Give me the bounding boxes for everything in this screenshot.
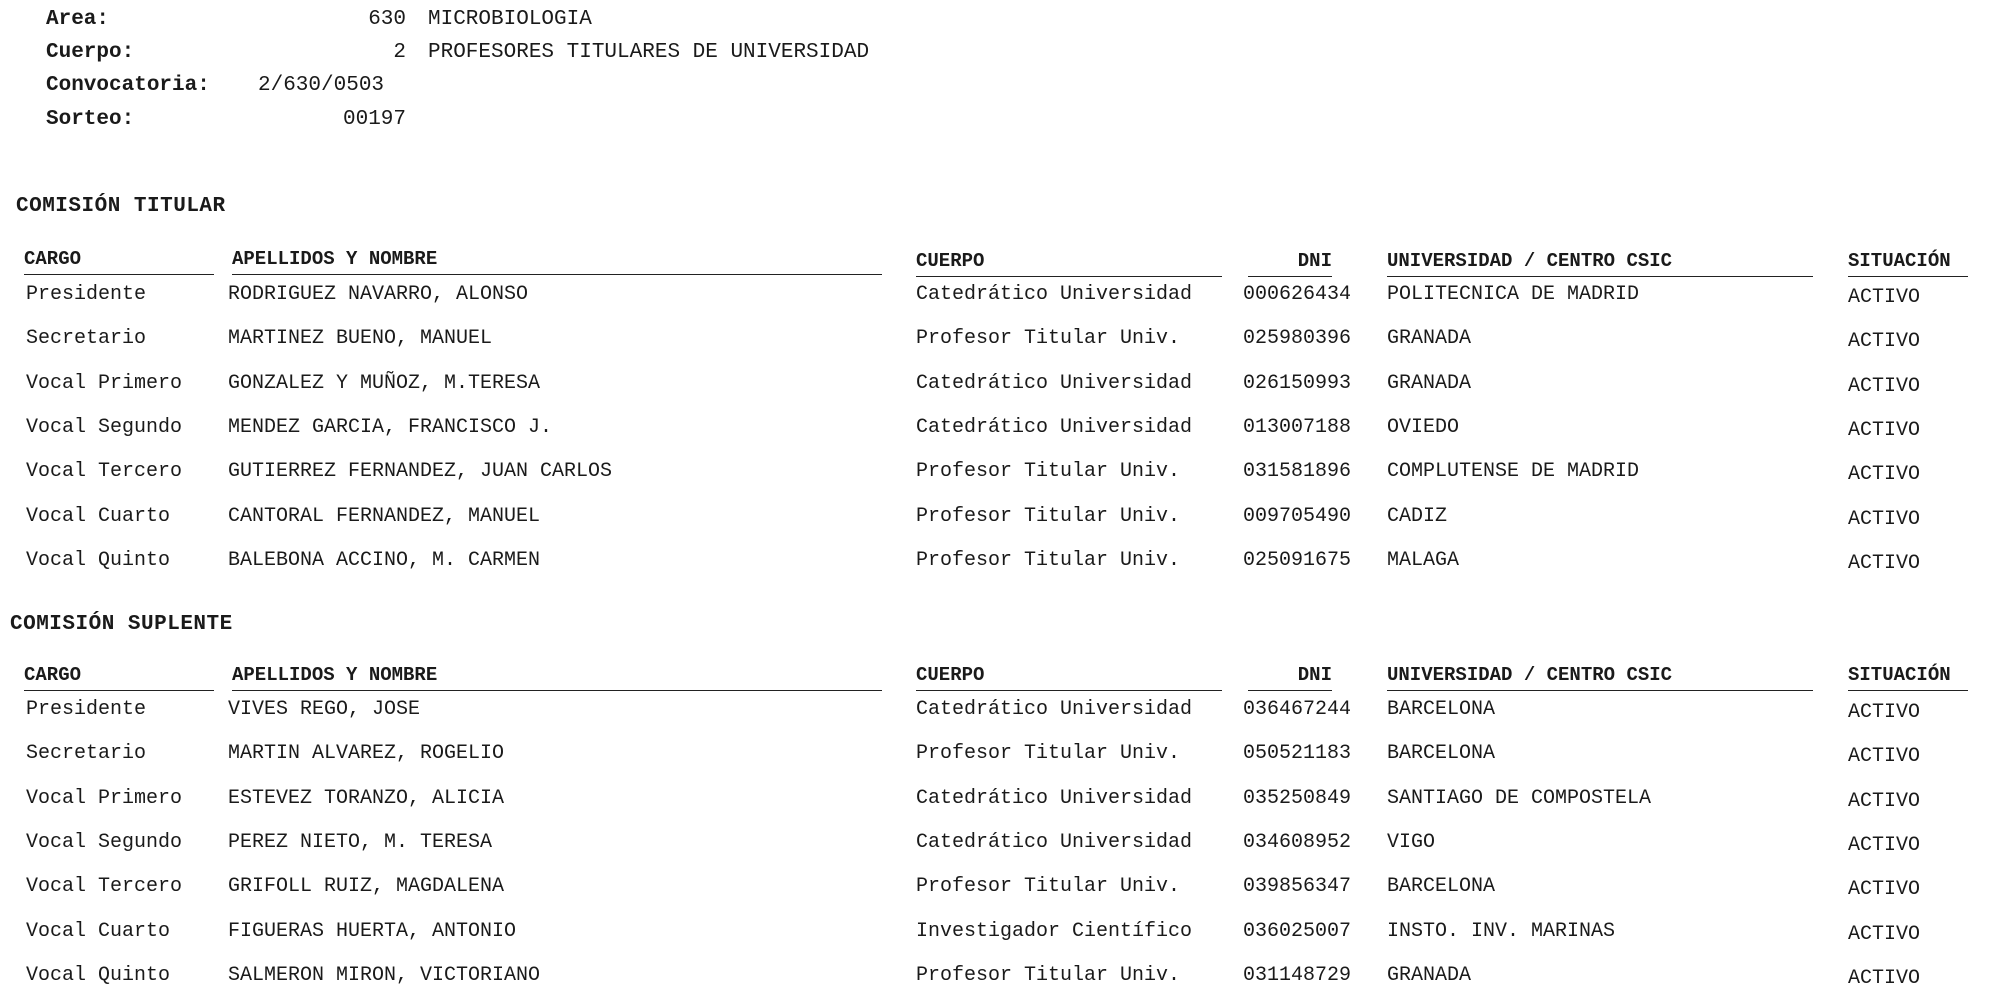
cuerpo-name: PROFESORES TITULARES DE UNIVERSIDAD bbox=[428, 41, 870, 64]
cell-dni: 031581896 bbox=[1243, 460, 1352, 484]
cuerpo-label: Cuerpo: bbox=[46, 41, 135, 64]
cell-universidad: MALAGA bbox=[1387, 548, 1460, 572]
cell-dni: 009705490 bbox=[1243, 504, 1352, 528]
col-head-universidad: UNIVERSIDAD / CENTRO CSIC bbox=[1387, 664, 1813, 691]
convocatoria-value: 2/630/0503 bbox=[258, 74, 385, 97]
cell-universidad: CADIZ bbox=[1387, 504, 1448, 528]
cell-universidad: INSTO. INV. MARINAS bbox=[1387, 919, 1616, 943]
cell-dni: 035250849 bbox=[1243, 786, 1352, 810]
cell-universidad: BARCELONA bbox=[1387, 698, 1496, 721]
cell-cuerpo: Profesor Titular Univ. bbox=[916, 963, 1181, 987]
cell-cargo: Vocal Segundo bbox=[26, 830, 183, 854]
cell-cargo: Secretario bbox=[26, 327, 147, 351]
cell-universidad: SANTIAGO DE COMPOSTELA bbox=[1387, 786, 1652, 810]
cell-cargo: Vocal Quinto bbox=[26, 548, 171, 572]
cell-cargo: Secretario bbox=[26, 742, 147, 766]
cell-nombre: MARTIN ALVAREZ, ROGELIO bbox=[228, 742, 505, 766]
table-row bbox=[0, 372, 2000, 412]
area-label: Area: bbox=[46, 8, 110, 31]
col-head-cuerpo: CUERPO bbox=[916, 664, 1222, 691]
table-row bbox=[0, 549, 2000, 589]
cell-nombre: FIGUERAS HUERTA, ANTONIO bbox=[228, 919, 517, 943]
col-head-universidad: UNIVERSIDAD / CENTRO CSIC bbox=[1387, 250, 1813, 277]
table-row bbox=[0, 920, 2000, 960]
cell-universidad: GRANADA bbox=[1387, 371, 1472, 395]
table-row bbox=[0, 283, 2000, 323]
cell-nombre: RODRIGUEZ NAVARRO, ALONSO bbox=[228, 283, 529, 306]
cell-universidad: VIGO bbox=[1387, 830, 1436, 854]
cell-nombre: PEREZ NIETO, M. TERESA bbox=[228, 830, 493, 854]
cell-universidad: GRANADA bbox=[1387, 327, 1472, 351]
cell-situacion: ACTIVO bbox=[1848, 966, 1921, 990]
cell-cuerpo: Catedrático Universidad bbox=[916, 415, 1193, 439]
col-head-situacion: SITUACIÓN bbox=[1848, 250, 1968, 277]
cell-nombre: BALEBONA ACCINO, M. CARMEN bbox=[228, 548, 541, 572]
cell-situacion: ACTIVO bbox=[1848, 551, 1921, 575]
table-row bbox=[0, 327, 2000, 367]
cell-dni: 036467244 bbox=[1243, 698, 1352, 721]
cell-cuerpo: Profesor Titular Univ. bbox=[916, 742, 1181, 766]
cell-dni: 000626434 bbox=[1243, 283, 1352, 306]
cell-cuerpo: Catedrático Universidad bbox=[916, 371, 1193, 395]
table-row bbox=[0, 460, 2000, 500]
cell-cuerpo: Catedrático Universidad bbox=[916, 830, 1193, 854]
cell-cuerpo: Investigador Científico bbox=[916, 919, 1193, 943]
cell-cargo: Vocal Tercero bbox=[26, 460, 183, 484]
cell-dni: 036025007 bbox=[1243, 919, 1352, 943]
cell-dni: 039856347 bbox=[1243, 875, 1352, 899]
col-head-situacion: SITUACIÓN bbox=[1848, 664, 1968, 691]
cell-situacion: ACTIVO bbox=[1848, 922, 1921, 946]
cell-dni: 025980396 bbox=[1243, 327, 1352, 351]
cuerpo-code: 2 bbox=[393, 41, 406, 64]
cell-situacion: ACTIVO bbox=[1848, 463, 1921, 487]
cell-situacion: ACTIVO bbox=[1848, 507, 1921, 531]
table-row bbox=[0, 416, 2000, 456]
cell-dni: 034608952 bbox=[1243, 830, 1352, 854]
sorteo-label: Sorteo: bbox=[46, 108, 135, 131]
cell-cuerpo: Profesor Titular Univ. bbox=[916, 327, 1181, 351]
cell-universidad: BARCELONA bbox=[1387, 875, 1496, 899]
table-row bbox=[0, 964, 2000, 1004]
col-head-nombre: APELLIDOS Y NOMBRE bbox=[232, 664, 882, 691]
cell-dni: 013007188 bbox=[1243, 415, 1352, 439]
cell-universidad: OVIEDO bbox=[1387, 415, 1460, 439]
cell-situacion: ACTIVO bbox=[1848, 418, 1921, 442]
suplente-section-title: COMISIÓN SUPLENTE bbox=[10, 613, 233, 636]
cell-nombre: GUTIERREZ FERNANDEZ, JUAN CARLOS bbox=[228, 460, 613, 484]
cell-nombre: MENDEZ GARCIA, FRANCISCO J. bbox=[228, 415, 553, 439]
cell-universidad: COMPLUTENSE DE MADRID bbox=[1387, 460, 1640, 484]
cell-nombre: GONZALEZ Y MUÑOZ, M.TERESA bbox=[228, 371, 541, 395]
cell-cuerpo: Profesor Titular Univ. bbox=[916, 504, 1181, 528]
area-code: 630 bbox=[368, 8, 406, 31]
convocatoria-label: Convocatoria: bbox=[46, 74, 210, 97]
cell-cargo: Vocal Primero bbox=[26, 786, 183, 810]
table-row bbox=[0, 875, 2000, 915]
cell-universidad: BARCELONA bbox=[1387, 742, 1496, 766]
cell-nombre: GRIFOLL RUIZ, MAGDALENA bbox=[228, 875, 505, 899]
cell-cuerpo: Profesor Titular Univ. bbox=[916, 548, 1181, 572]
col-head-dni: DNI bbox=[1248, 664, 1332, 691]
table-row bbox=[0, 698, 2000, 738]
cell-nombre: MARTINEZ BUENO, MANUEL bbox=[228, 327, 493, 351]
cell-cargo: Vocal Cuarto bbox=[26, 504, 171, 528]
cell-situacion: ACTIVO bbox=[1848, 833, 1921, 857]
cell-nombre: SALMERON MIRON, VICTORIANO bbox=[228, 963, 541, 987]
table-row bbox=[0, 787, 2000, 827]
cell-situacion: ACTIVO bbox=[1848, 789, 1921, 813]
cell-situacion: ACTIVO bbox=[1848, 330, 1921, 354]
cell-nombre: ESTEVEZ TORANZO, ALICIA bbox=[228, 786, 505, 810]
table-row bbox=[0, 831, 2000, 871]
cell-cuerpo: Catedrático Universidad bbox=[916, 698, 1193, 721]
cell-cuerpo: Profesor Titular Univ. bbox=[916, 875, 1181, 899]
table-row bbox=[0, 742, 2000, 782]
table-row bbox=[0, 505, 2000, 545]
col-head-cargo: CARGO bbox=[24, 248, 214, 275]
cell-situacion: ACTIVO bbox=[1848, 374, 1921, 398]
cell-dni: 025091675 bbox=[1243, 548, 1352, 572]
area-name: MICROBIOLOGIA bbox=[428, 8, 592, 31]
cell-universidad: POLITECNICA DE MADRID bbox=[1387, 283, 1640, 306]
cell-nombre: VIVES REGO, JOSE bbox=[228, 698, 421, 721]
cell-cargo: Presidente bbox=[26, 283, 147, 306]
cell-dni: 050521183 bbox=[1243, 742, 1352, 766]
cell-universidad: GRANADA bbox=[1387, 963, 1472, 987]
cell-cargo: Vocal Segundo bbox=[26, 415, 183, 439]
cell-cuerpo: Catedrático Universidad bbox=[916, 786, 1193, 810]
cell-dni: 026150993 bbox=[1243, 371, 1352, 395]
cell-situacion: ACTIVO bbox=[1848, 745, 1921, 769]
cell-situacion: ACTIVO bbox=[1848, 878, 1921, 902]
cell-cargo: Vocal Cuarto bbox=[26, 919, 171, 943]
cell-cargo: Vocal Quinto bbox=[26, 963, 171, 987]
col-head-cargo: CARGO bbox=[24, 664, 214, 691]
titular-section-title: COMISIÓN TITULAR bbox=[16, 195, 226, 218]
cell-cargo: Presidente bbox=[26, 698, 147, 721]
cell-nombre: CANTORAL FERNANDEZ, MANUEL bbox=[228, 504, 541, 528]
cell-cargo: Vocal Tercero bbox=[26, 875, 183, 899]
cell-cuerpo: Profesor Titular Univ. bbox=[916, 460, 1181, 484]
cell-cuerpo: Catedrático Universidad bbox=[916, 283, 1193, 306]
sorteo-value: 00197 bbox=[342, 108, 406, 131]
cell-cargo: Vocal Primero bbox=[26, 371, 183, 395]
col-head-nombre: APELLIDOS Y NOMBRE bbox=[232, 248, 882, 275]
cell-dni: 031148729 bbox=[1243, 963, 1352, 987]
col-head-dni: DNI bbox=[1248, 250, 1332, 277]
col-head-cuerpo: CUERPO bbox=[916, 250, 1222, 277]
cell-situacion: ACTIVO bbox=[1848, 286, 1921, 309]
cell-situacion: ACTIVO bbox=[1848, 701, 1921, 724]
